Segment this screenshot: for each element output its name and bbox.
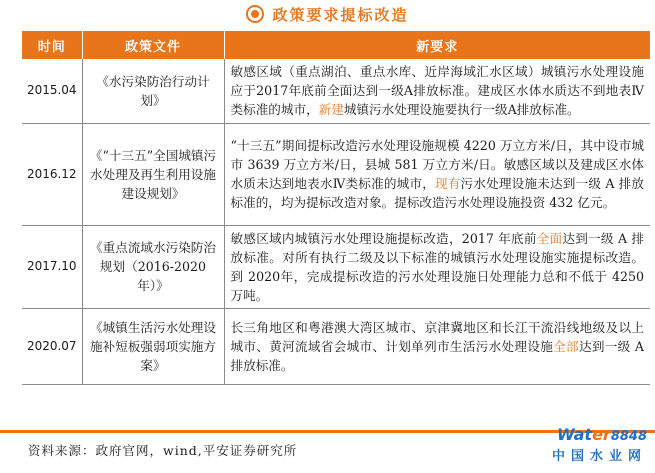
table-row [22,59,650,123]
watermark-logo [507,425,647,465]
requirement-text: “十三五”期间提标改造污水处理设施规模 4220 万立方米/日，其中设市城市 3639 万立方米/日，县城 581 万立方米/日。敏感区域以及建成区水体水质未达到地表水Ⅳ类标准的城市， [230,138,644,191]
requirement-text: 敏感区域（重点湖泊、重点水库、近岸海域汇水区域）城镇污水处理设施应于2017年底前全面达到一级A排放标准。建成区水体水质达不到地表Ⅳ类标准的城市， [230,64,644,118]
row-policy-doc: 《水污染防治行动计划》 [82,59,224,123]
watermark-brand-b: er [592,425,611,444]
requirement-text: 达到一级 A 排放标准。 [230,338,645,373]
watermark-tagline: 中国水业网 [551,449,647,464]
row-requirement [224,308,650,384]
page-title: 政策要求提标改造 [272,5,409,24]
header-policy-doc: 政策文件 [82,31,224,59]
requirement-text: 长三角地区和粤港澳大湾区城市、京津冀地区和长江干流沿线地级及以上城市、黄河流域省会城市、计划单列市生活污水处理设施 [230,319,644,354]
row-date: 2016.12 [22,123,82,225]
table-row [22,225,650,308]
watermark-brand-a: Wat [557,425,593,444]
row-date: 2020.07 [22,308,82,384]
source-note: 资料来源：政府官网，wind,平安证券研究所 [28,443,298,458]
footer [0,425,655,473]
table-row [22,123,650,225]
requirement-text: 污水处理设施未达到一级 A 排放标准的，均为提标改造对象。提标改造污水处理设施投资 432 亿元。 [230,176,644,210]
requirement-text: 达到一级 A 排放标准。对所有执行二级及以下标准的城镇污水处理设施实施提标改造。到 2020年，完成提标改造的污水处理设施日处理能力总和不低于 4250 万吨。 [230,230,644,303]
row-requirement [224,123,650,225]
highlight-text: 现有 [434,176,461,191]
policy-table [22,31,650,385]
row-policy-doc: 《城镇生活污水处理设施补短板强弱项实施方案》 [82,308,224,384]
requirement-text: 敏感区域内城镇污水处理设施提标改造，2017 年底前 [230,230,537,246]
header-new-requirement: 新要求 [224,31,650,59]
row-policy-doc: 《“十三五”全国城镇污水处理及再生利用设施建设规划》 [82,123,224,225]
highlight-text: 新建 [318,102,344,118]
row-requirement [224,59,650,123]
header-date: 时间 [22,31,82,59]
requirement-text: 城镇污水处理设施要执行一级A排放标准。 [343,102,580,118]
watermark-number: 8848 [610,429,647,444]
table-row [22,308,650,384]
row-date: 2015.04 [22,59,82,123]
target-icon [246,5,264,23]
row-policy-doc: 《重点流域水污染防治规划（2016-2020年）》 [82,225,224,308]
row-date: 2017.10 [22,225,82,308]
row-requirement [224,225,650,308]
highlight-text: 全面 [536,230,563,246]
table-header-row [22,31,650,59]
highlight-text: 全部 [553,338,579,354]
title-bar [0,0,655,28]
